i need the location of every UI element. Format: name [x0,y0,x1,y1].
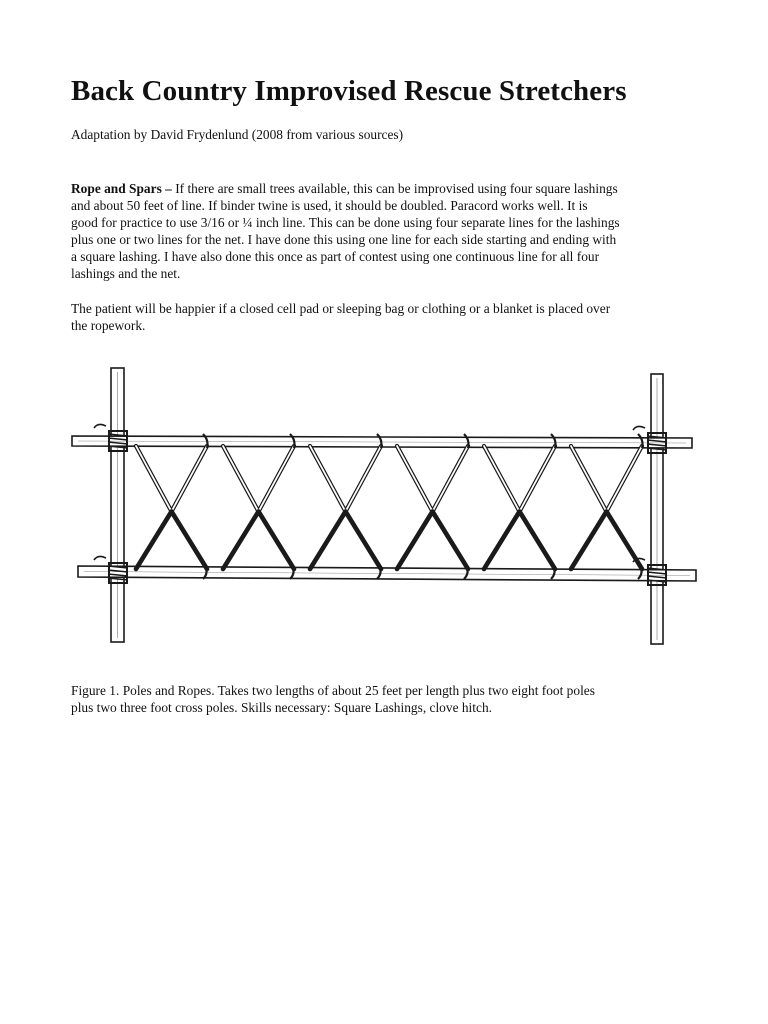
paragraph-line: and about 50 feet of line. If binder twine is used, it should be doubled. Paracord works well. It is [71,198,588,213]
paragraph-line [71,180,701,197]
cross-pole [78,566,696,581]
paragraph-text: If there are small trees available, this can be improvised using four square lashings [171,181,618,196]
rope-crossing [484,434,556,579]
caption-line: Figure 1. Poles and Ropes. Takes two lengths of about 25 feet per length plus two eight foot poles [71,683,595,698]
rope-net [136,434,643,579]
paragraph-line: lashings and the net. [71,266,181,281]
stretcher-figure [66,362,706,652]
paragraph-lead: Rope and Spars – [71,181,172,196]
vertical-pole [111,368,124,642]
paragraph-line: plus one or two lines for the net. I have done this using one line for each side starting and ending with [71,232,617,247]
rope-crossing [136,434,208,579]
paragraph-patient-comfort [71,300,701,334]
rope-crossing [397,434,469,579]
vertical-pole [651,374,663,644]
paragraph-line: good for practice to use 3/16 or ¼ inch line. This can be done using four separate lines for the lashings [71,215,620,230]
paragraph-line: The patient will be happier if a closed cell pad or sleeping bag or clothing or a blanket is placed over [71,301,611,316]
paragraph-line: the ropework. [71,318,146,333]
paragraph-line: a square lashing. I have also done this once as part of contest using one continuous line for all four [71,249,600,264]
paragraph-rope-and-spars [71,180,701,282]
caption-line: plus two three foot cross poles. Skills necessary: Square Lashings, clove hitch. [71,700,492,715]
figure-caption [71,682,701,716]
rope-crossing [223,434,295,579]
document-byline: Adaptation by David Frydenlund (2008 from various sources) [71,127,404,142]
document-title: Back Country Improvised Rescue Stretchers [71,75,627,107]
rope-crossing [310,434,382,579]
stretcher-illustration [66,362,706,652]
rope-crossing [571,434,643,579]
